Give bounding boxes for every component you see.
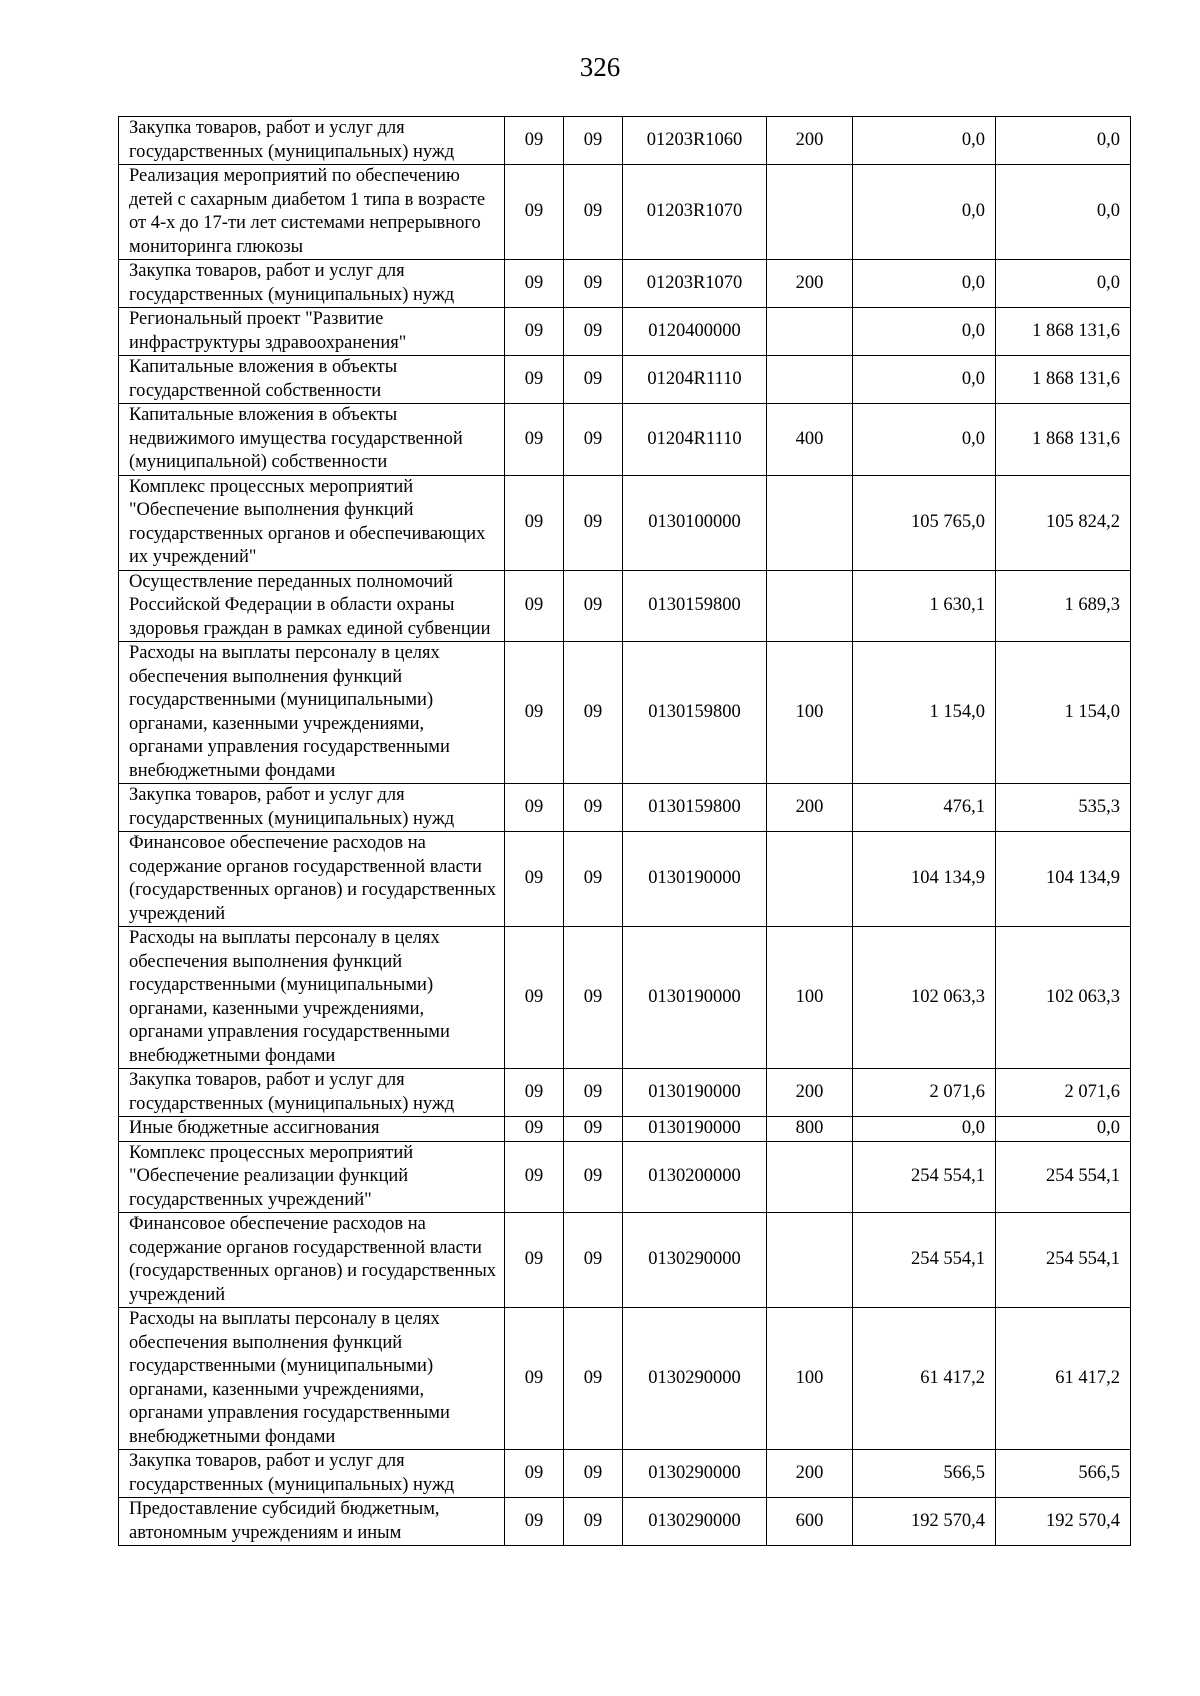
amount-year-1: 0,0: [853, 1117, 996, 1142]
row-description: Расходы на выплаты персоналу в целях обеспечения выполнения функций государственными (муниципальными) органами, казенными учреждениями, органами управления государственными внебюджетными фондами: [119, 642, 505, 784]
table-row: [119, 570, 1131, 642]
subsection-code: 09: [564, 1308, 623, 1450]
amount-year-2: 1 154,0: [996, 642, 1131, 784]
subsection-code: 09: [564, 570, 623, 642]
amount-year-1: 102 063,3: [853, 927, 996, 1069]
expense-type-code: 200: [767, 117, 853, 165]
expense-type-code: [767, 165, 853, 260]
subsection-code: 09: [564, 642, 623, 784]
expense-type-code: [767, 1213, 853, 1308]
table-row: [119, 260, 1131, 308]
subsection-code: 09: [564, 308, 623, 356]
row-description: Закупка товаров, работ и услуг для государственных (муниципальных) нужд: [119, 260, 505, 308]
amount-year-2: 102 063,3: [996, 927, 1131, 1069]
amount-year-2: 104 134,9: [996, 832, 1131, 927]
section-code: 09: [505, 832, 564, 927]
target-article-code: 0130290000: [623, 1213, 767, 1308]
table-row: [119, 308, 1131, 356]
table-row: [119, 784, 1131, 832]
subsection-code: 09: [564, 117, 623, 165]
amount-year-2: 254 554,1: [996, 1141, 1131, 1213]
expense-type-code: [767, 475, 853, 570]
expense-type-code: [767, 1141, 853, 1213]
amount-year-2: 1 868 131,6: [996, 404, 1131, 476]
table-row: [119, 1308, 1131, 1450]
subsection-code: 09: [564, 356, 623, 404]
target-article-code: 01204R1110: [623, 356, 767, 404]
table-row: [119, 1498, 1131, 1546]
amount-year-1: 476,1: [853, 784, 996, 832]
section-code: 09: [505, 1450, 564, 1498]
target-article-code: 0130100000: [623, 475, 767, 570]
amount-year-2: 61 417,2: [996, 1308, 1131, 1450]
row-description: Закупка товаров, работ и услуг для государственных (муниципальных) нужд: [119, 784, 505, 832]
subsection-code: 09: [564, 1450, 623, 1498]
section-code: 09: [505, 1213, 564, 1308]
section-code: 09: [505, 1498, 564, 1546]
target-article-code: 0130159800: [623, 570, 767, 642]
amount-year-1: 2 071,6: [853, 1069, 996, 1117]
amount-year-2: 254 554,1: [996, 1213, 1131, 1308]
section-code: 09: [505, 165, 564, 260]
amount-year-2: 0,0: [996, 165, 1131, 260]
amount-year-2: 0,0: [996, 1117, 1131, 1142]
target-article-code: 0130190000: [623, 1069, 767, 1117]
amount-year-2: 566,5: [996, 1450, 1131, 1498]
expense-type-code: 200: [767, 1450, 853, 1498]
section-code: 09: [505, 475, 564, 570]
row-description: Иные бюджетные ассигнования: [119, 1117, 505, 1142]
target-article-code: 01203R1060: [623, 117, 767, 165]
expense-type-code: 800: [767, 1117, 853, 1142]
section-code: 09: [505, 356, 564, 404]
table-row: [119, 356, 1131, 404]
amount-year-1: 0,0: [853, 356, 996, 404]
table-row: [119, 117, 1131, 165]
subsection-code: 09: [564, 832, 623, 927]
amount-year-2: 192 570,4: [996, 1498, 1131, 1546]
row-description: Капитальные вложения в объекты недвижимого имущества государственной (муниципальной) собственности: [119, 404, 505, 476]
subsection-code: 09: [564, 404, 623, 476]
row-description: Предоставление субсидий бюджетным, автономным учреждениям и иным: [119, 1498, 505, 1546]
expense-type-code: [767, 356, 853, 404]
table-row: [119, 165, 1131, 260]
subsection-code: 09: [564, 1213, 623, 1308]
target-article-code: 01203R1070: [623, 260, 767, 308]
amount-year-2: 0,0: [996, 117, 1131, 165]
target-article-code: 0130200000: [623, 1141, 767, 1213]
subsection-code: 09: [564, 1141, 623, 1213]
target-article-code: 0130190000: [623, 1117, 767, 1142]
subsection-code: 09: [564, 784, 623, 832]
target-article-code: 0130159800: [623, 784, 767, 832]
target-article-code: 0130290000: [623, 1450, 767, 1498]
table-row: [119, 1450, 1131, 1498]
amount-year-2: 1 868 131,6: [996, 356, 1131, 404]
section-code: 09: [505, 570, 564, 642]
amount-year-1: 566,5: [853, 1450, 996, 1498]
amount-year-1: 104 134,9: [853, 832, 996, 927]
table-row: [119, 832, 1131, 927]
amount-year-1: 192 570,4: [853, 1498, 996, 1546]
expense-type-code: [767, 308, 853, 356]
table-row: [119, 1213, 1131, 1308]
row-description: Расходы на выплаты персоналу в целях обеспечения выполнения функций государственными (муниципальными) органами, казенными учреждениями, органами управления государственными внебюджетными фондами: [119, 1308, 505, 1450]
expense-type-code: 100: [767, 927, 853, 1069]
row-description: Комплекс процессных мероприятий "Обеспечение выполнения функций государственных органов и обеспечивающих их учреждений": [119, 475, 505, 570]
target-article-code: 0130290000: [623, 1308, 767, 1450]
amount-year-1: 1 630,1: [853, 570, 996, 642]
page-number: 326: [579, 52, 621, 82]
table-row: [119, 642, 1131, 784]
subsection-code: 09: [564, 165, 623, 260]
target-article-code: 0130159800: [623, 642, 767, 784]
target-article-code: 0130290000: [623, 1498, 767, 1546]
amount-year-2: 2 071,6: [996, 1069, 1131, 1117]
amount-year-1: 0,0: [853, 165, 996, 260]
row-description: Расходы на выплаты персоналу в целях обеспечения выполнения функций государственными (муниципальными) органами, казенными учреждениями, органами управления государственными внебюджетными фондами: [119, 927, 505, 1069]
expense-type-code: 100: [767, 1308, 853, 1450]
subsection-code: 09: [564, 475, 623, 570]
expense-type-code: 400: [767, 404, 853, 476]
subsection-code: 09: [564, 260, 623, 308]
section-code: 09: [505, 642, 564, 784]
expense-type-code: 200: [767, 1069, 853, 1117]
amount-year-2: 535,3: [996, 784, 1131, 832]
subsection-code: 09: [564, 1069, 623, 1117]
row-description: Капитальные вложения в объекты государственной собственности: [119, 356, 505, 404]
amount-year-1: 61 417,2: [853, 1308, 996, 1450]
row-description: Региональный проект "Развитие инфраструктуры здравоохранения": [119, 308, 505, 356]
row-description: Финансовое обеспечение расходов на содержание органов государственной власти (государственных органов) и государственных учреждений: [119, 832, 505, 927]
row-description: Реализация мероприятий по обеспечению детей с сахарным диабетом 1 типа в возрасте от 4-х до 17-ти лет системами непрерывного мониторинга глюкозы: [119, 165, 505, 260]
section-code: 09: [505, 117, 564, 165]
budget-table: [118, 116, 1131, 1546]
amount-year-2: 105 824,2: [996, 475, 1131, 570]
section-code: 09: [505, 1117, 564, 1142]
section-code: 09: [505, 260, 564, 308]
amount-year-1: 254 554,1: [853, 1141, 996, 1213]
section-code: 09: [505, 308, 564, 356]
expense-type-code: [767, 570, 853, 642]
table-row: [119, 404, 1131, 476]
row-description: Осуществление переданных полномочий Российской Федерации в области охраны здоровья граждан в рамках единой субвенции: [119, 570, 505, 642]
section-code: 09: [505, 927, 564, 1069]
row-description: Закупка товаров, работ и услуг для государственных (муниципальных) нужд: [119, 1450, 505, 1498]
target-article-code: 0130190000: [623, 927, 767, 1069]
table-row: [119, 1141, 1131, 1213]
amount-year-1: 254 554,1: [853, 1213, 996, 1308]
amount-year-1: 105 765,0: [853, 475, 996, 570]
section-code: 09: [505, 404, 564, 476]
amount-year-1: 0,0: [853, 404, 996, 476]
amount-year-1: 0,0: [853, 260, 996, 308]
target-article-code: 01203R1070: [623, 165, 767, 260]
amount-year-2: 0,0: [996, 260, 1131, 308]
expense-type-code: 200: [767, 784, 853, 832]
section-code: 09: [505, 784, 564, 832]
row-description: Закупка товаров, работ и услуг для государственных (муниципальных) нужд: [119, 1069, 505, 1117]
expense-type-code: [767, 832, 853, 927]
target-article-code: 0120400000: [623, 308, 767, 356]
table-row: [119, 475, 1131, 570]
subsection-code: 09: [564, 927, 623, 1069]
amount-year-1: 1 154,0: [853, 642, 996, 784]
subsection-code: 09: [564, 1498, 623, 1546]
table-row: [119, 927, 1131, 1069]
table-row: [119, 1069, 1131, 1117]
section-code: 09: [505, 1069, 564, 1117]
section-code: 09: [505, 1308, 564, 1450]
expense-type-code: 200: [767, 260, 853, 308]
amount-year-2: 1 689,3: [996, 570, 1131, 642]
target-article-code: 01204R1110: [623, 404, 767, 476]
expense-type-code: 100: [767, 642, 853, 784]
amount-year-2: 1 868 131,6: [996, 308, 1131, 356]
amount-year-1: 0,0: [853, 117, 996, 165]
table-row: [119, 1117, 1131, 1142]
section-code: 09: [505, 1141, 564, 1213]
subsection-code: 09: [564, 1117, 623, 1142]
amount-year-1: 0,0: [853, 308, 996, 356]
expense-type-code: 600: [767, 1498, 853, 1546]
table-body: [119, 117, 1131, 1546]
row-description: Финансовое обеспечение расходов на содержание органов государственной власти (государственных органов) и государственных учреждений: [119, 1213, 505, 1308]
row-description: Комплекс процессных мероприятий "Обеспечение реализации функций государственных учреждений": [119, 1141, 505, 1213]
row-description: Закупка товаров, работ и услуг для государственных (муниципальных) нужд: [119, 117, 505, 165]
target-article-code: 0130190000: [623, 832, 767, 927]
